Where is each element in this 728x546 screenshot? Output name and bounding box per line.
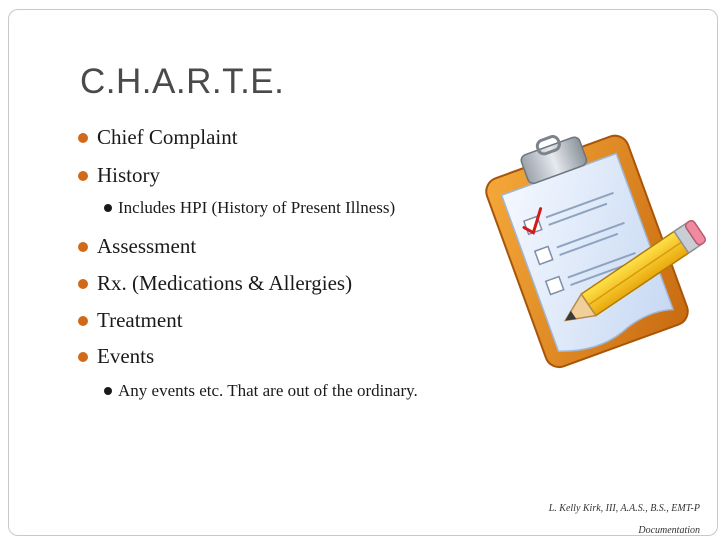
bullet-text: Treatment <box>97 308 183 332</box>
footer-topic: Documentation <box>638 525 700 536</box>
sub-bullet-dot-icon <box>104 204 112 212</box>
slide-title: C.H.A.R.T.E. <box>80 62 285 101</box>
bullet-text: Rx. (Medications & Allergies) <box>97 271 353 295</box>
bullet-text: Chief Complaint <box>97 125 238 149</box>
bullet-dot-icon <box>78 171 88 181</box>
bullet-text: History <box>97 163 160 187</box>
sub-bullet-dot-icon <box>104 387 112 395</box>
clipboard-with-pencil-icon <box>470 120 710 370</box>
bullet-item <box>78 271 352 296</box>
sub-bullet-text: Includes HPI (History of Present Illness) <box>118 198 396 217</box>
bullet-dot-icon <box>78 133 88 143</box>
bullet-dot-icon <box>78 242 88 252</box>
footer-author: L. Kelly Kirk, III, A.A.S., B.S., EMT-P <box>548 503 700 514</box>
bullet-item <box>78 308 183 333</box>
sub-bullet-text: Any events etc. That are out of the ordinary. <box>118 381 418 400</box>
bullet-item <box>78 125 238 150</box>
bullet-item <box>78 344 154 369</box>
bullet-text: Assessment <box>97 234 197 258</box>
bullet-dot-icon <box>78 316 88 326</box>
bullet-item <box>78 234 196 259</box>
bullet-dot-icon <box>78 352 88 362</box>
bullet-dot-icon <box>78 279 88 289</box>
sub-bullet-item <box>104 198 395 218</box>
bullet-item <box>78 163 160 188</box>
bullet-text: Events <box>97 344 155 368</box>
sub-bullet-item <box>104 381 418 401</box>
